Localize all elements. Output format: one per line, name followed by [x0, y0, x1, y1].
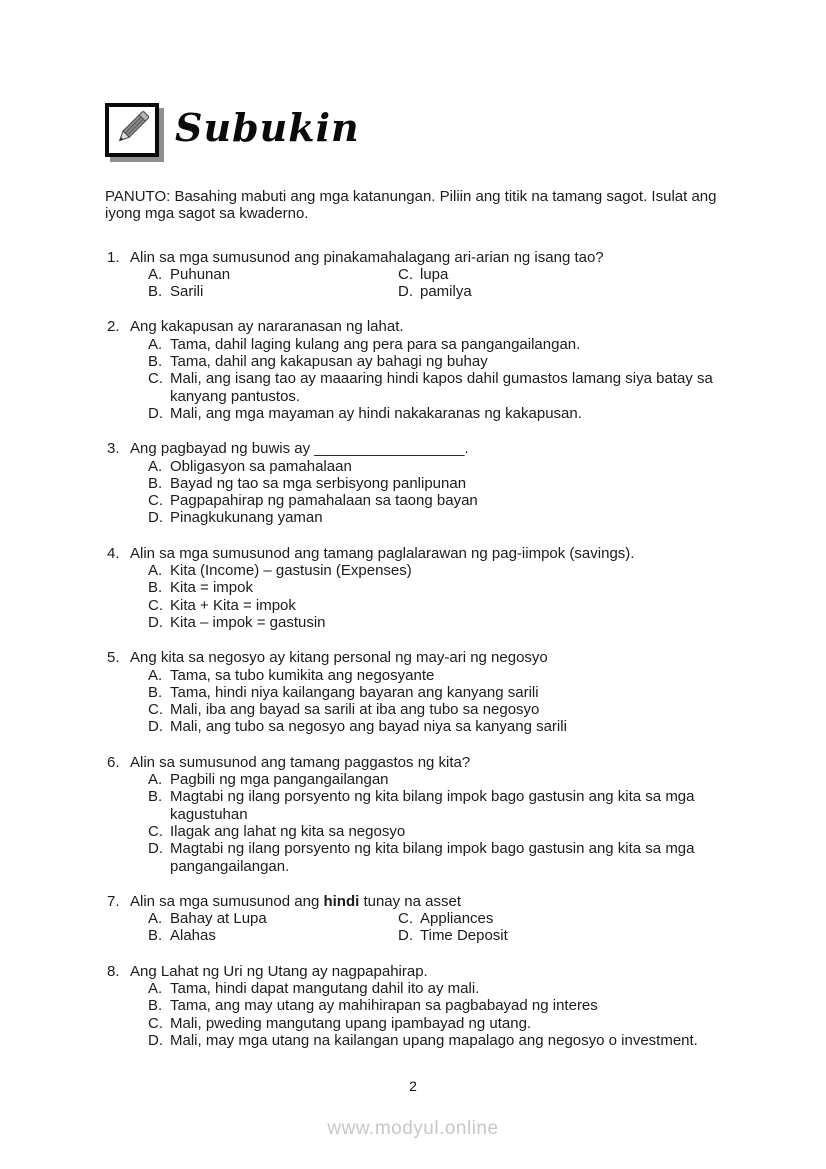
question-header [105, 440, 717, 457]
options-list [148, 667, 717, 736]
answer-option [148, 788, 717, 823]
answer-option [148, 980, 717, 997]
option-text: Pagpapahirap ng pamahalaan sa taong bayan [170, 492, 478, 510]
option-letter: B. [148, 579, 163, 597]
option-text: Kita = impok [170, 579, 253, 597]
option-text: Appliances [420, 910, 494, 928]
options-list [148, 980, 717, 1049]
option-text: Mali, ang isang tao ay maaaring hindi kapos dahil gumastos lamang siya batay sa kanyang pantustos. [170, 370, 713, 405]
options-list [148, 562, 717, 631]
section-header [105, 98, 717, 162]
option-text: Mali, pweding mangutang upang ipambayad ng utang. [170, 1014, 532, 1032]
option-text: lupa [420, 265, 449, 283]
options-two-column [148, 266, 717, 301]
stem-text: Alin sa mga sumusunod ang pinakamahalagang ari-arian ng isang tao? [130, 248, 604, 266]
option-text: Magtabi ng ilang porsyento ng kita bilang impok bago gastusin ang kita sa mga kagustuhan [170, 788, 695, 823]
option-text: Puhunan [170, 265, 231, 283]
answer-option [148, 492, 717, 509]
answer-option [148, 405, 717, 422]
option-text: Kita (Income) – gastusin (Expenses) [170, 562, 412, 580]
option-letter: A. [148, 562, 163, 580]
answer-option [148, 718, 717, 735]
option-letter: C. [398, 265, 413, 283]
answer-option [148, 475, 717, 492]
question-number: 8. [107, 962, 120, 980]
pencil-icon [105, 103, 159, 157]
question-number: 7. [107, 892, 120, 910]
option-text: Tama, hindi niya kailangang bayaran ang kanyang sarili [170, 683, 539, 701]
option-letter: D. [148, 404, 163, 422]
question [105, 893, 717, 945]
option-letter: B. [148, 788, 163, 806]
answer-option [148, 1015, 717, 1032]
option-text: Bahay at Lupa [170, 910, 267, 928]
option-text: Tama, dahil ang kakapusan ay bahagi ng buhay [170, 353, 488, 371]
question-header [105, 754, 717, 771]
option-text: Tama, ang may utang ay mahihirapan sa pagbabayad ng interes [170, 997, 598, 1015]
stem-text: Ang kita sa negosyo ay kitang personal ng may-ari ng negosyo [130, 649, 548, 667]
question-number: 2. [107, 318, 120, 336]
answer-option [148, 597, 717, 614]
option-letter: B. [148, 997, 163, 1015]
answer-option [398, 283, 717, 300]
option-letter: C. [148, 596, 163, 614]
question [105, 545, 717, 631]
page-number: 2 [409, 1078, 417, 1094]
option-text: Pinagkukunang yaman [170, 509, 323, 527]
stem-text: Ang kakapusan ay nararanasan ng lahat. [130, 318, 404, 336]
options-list [148, 336, 717, 422]
answer-option [148, 336, 717, 353]
questions [105, 249, 717, 1050]
option-letter: C. [148, 492, 163, 510]
question-header [105, 249, 717, 266]
stem-text: tunay na asset [359, 892, 462, 910]
option-letter: B. [148, 353, 163, 371]
question-stem [130, 893, 717, 910]
options-two-column [148, 910, 717, 945]
stem-emphasis: hindi [323, 892, 360, 910]
option-text: pamilya [420, 283, 472, 301]
option-letter: A. [148, 666, 163, 684]
options-list [148, 458, 717, 527]
option-text: Obligasyon sa pamahalaan [170, 457, 352, 475]
option-letter: A. [148, 457, 163, 475]
option-letter: D. [148, 840, 163, 858]
answer-option [148, 353, 717, 370]
question-stem [130, 754, 717, 771]
question [105, 649, 717, 735]
option-text: Mali, may mga utang na kailangan upang mapalago ang negosyo o investment. [170, 1031, 698, 1049]
option-text: Tama, sa tubo kumikita ang negosyante [170, 666, 435, 684]
option-text: Mali, iba ang bayad sa sarili at iba ang tubo sa negosyo [170, 701, 540, 719]
watermark-text: www.modyul.online [327, 1118, 499, 1139]
question-header [105, 545, 717, 562]
option-text: Tama, hindi dapat mangutang dahil ito ay mali. [170, 979, 480, 997]
question [105, 440, 717, 526]
question-number: 6. [107, 753, 120, 771]
option-text: Mali, ang mga mayaman ay hindi nakakaranas ng kakapusan. [170, 404, 582, 422]
page-title: Subukin [175, 104, 360, 150]
stem-text: Ang pagbayad ng buwis ay __________________. [130, 440, 469, 458]
answer-option [148, 840, 717, 875]
option-letter: D. [148, 1031, 163, 1049]
option-text: Ilagak ang lahat ng kita sa negosyo [170, 822, 406, 840]
question-stem [130, 649, 717, 666]
option-letter: C. [398, 910, 413, 928]
question-stem [130, 440, 717, 457]
question [105, 249, 717, 301]
question-stem [130, 318, 717, 335]
option-letter: B. [148, 927, 163, 945]
stem-text: Alin sa mga sumusunod ang tamang paglalarawan ng pag-iimpok (savings). [130, 544, 635, 562]
option-letter: B. [148, 683, 163, 701]
option-text: Alahas [170, 927, 216, 945]
answer-option [148, 684, 717, 701]
question-number: 5. [107, 649, 120, 667]
answer-option [148, 771, 717, 788]
answer-option [148, 667, 717, 684]
question-header [105, 318, 717, 335]
question-number: 1. [107, 248, 120, 266]
option-letter: B. [148, 474, 163, 492]
answer-option [148, 266, 398, 283]
question-header [105, 893, 717, 910]
question-header [105, 649, 717, 666]
option-text: Bayad ng tao sa mga serbisyong panlipunan [170, 474, 467, 492]
answer-option [148, 927, 398, 944]
answer-option [148, 910, 398, 927]
option-text: Time Deposit [420, 927, 508, 945]
option-letter: D. [148, 509, 163, 527]
option-text: Mali, ang tubo sa negosyo ang bayad niya sa kanyang sarili [170, 718, 567, 736]
answer-option [148, 614, 717, 631]
answer-option [148, 579, 717, 596]
option-text: Sarili [170, 283, 204, 301]
answer-option [398, 927, 717, 944]
instructions-text: PANUTO: Basahing mabuti ang mga katanungan. Piliin ang titik na tamang sagot. Isulat ang iyong mga sagot sa kwaderno. [105, 188, 717, 223]
option-letter: A. [148, 335, 163, 353]
answer-option [398, 266, 717, 283]
option-letter: C. [148, 1014, 163, 1032]
question [105, 318, 717, 422]
option-letter: C. [148, 822, 163, 840]
question [105, 754, 717, 875]
answer-option [148, 701, 717, 718]
question-stem [130, 545, 717, 562]
option-text: Pagbili ng mga pangangailangan [170, 771, 389, 789]
option-letter: A. [148, 265, 163, 283]
stem-text: Ang Lahat ng Uri ng Utang ay nagpapahirap. [130, 962, 428, 980]
option-letter: D. [148, 613, 163, 631]
answer-option [148, 997, 717, 1014]
option-letter: D. [398, 283, 413, 301]
answer-option [148, 823, 717, 840]
answer-option [148, 509, 717, 526]
stem-text: Alin sa sumusunod ang tamang paggastos ng kita? [130, 753, 471, 771]
option-text: Kita – impok = gastusin [170, 613, 326, 631]
question-number: 3. [107, 440, 120, 458]
option-letter: A. [148, 771, 163, 789]
stem-text: Alin sa mga sumusunod ang [130, 892, 324, 910]
page-content [105, 98, 717, 1067]
question-number: 4. [107, 544, 120, 562]
option-text: Magtabi ng ilang porsyento ng kita bilang impok bago gastusin ang kita sa mga pangangailangan. [170, 840, 695, 875]
option-letter: B. [148, 283, 163, 301]
question-stem [130, 249, 717, 266]
option-letter: A. [148, 910, 163, 928]
answer-option [148, 1032, 717, 1049]
answer-option [398, 910, 717, 927]
options-list [148, 771, 717, 875]
answer-option [148, 458, 717, 475]
option-letter: A. [148, 979, 163, 997]
question-header [105, 963, 717, 980]
option-letter: C. [148, 701, 163, 719]
option-letter: D. [398, 927, 413, 945]
answer-option [148, 370, 717, 405]
question-stem [130, 963, 717, 980]
option-text: Tama, dahil laging kulang ang pera para sa pangangailangan. [170, 335, 581, 353]
option-text: Kita + Kita = impok [170, 596, 296, 614]
answer-option [148, 283, 398, 300]
answer-option [148, 562, 717, 579]
option-letter: D. [148, 718, 163, 736]
question [105, 963, 717, 1049]
option-letter: C. [148, 370, 163, 388]
